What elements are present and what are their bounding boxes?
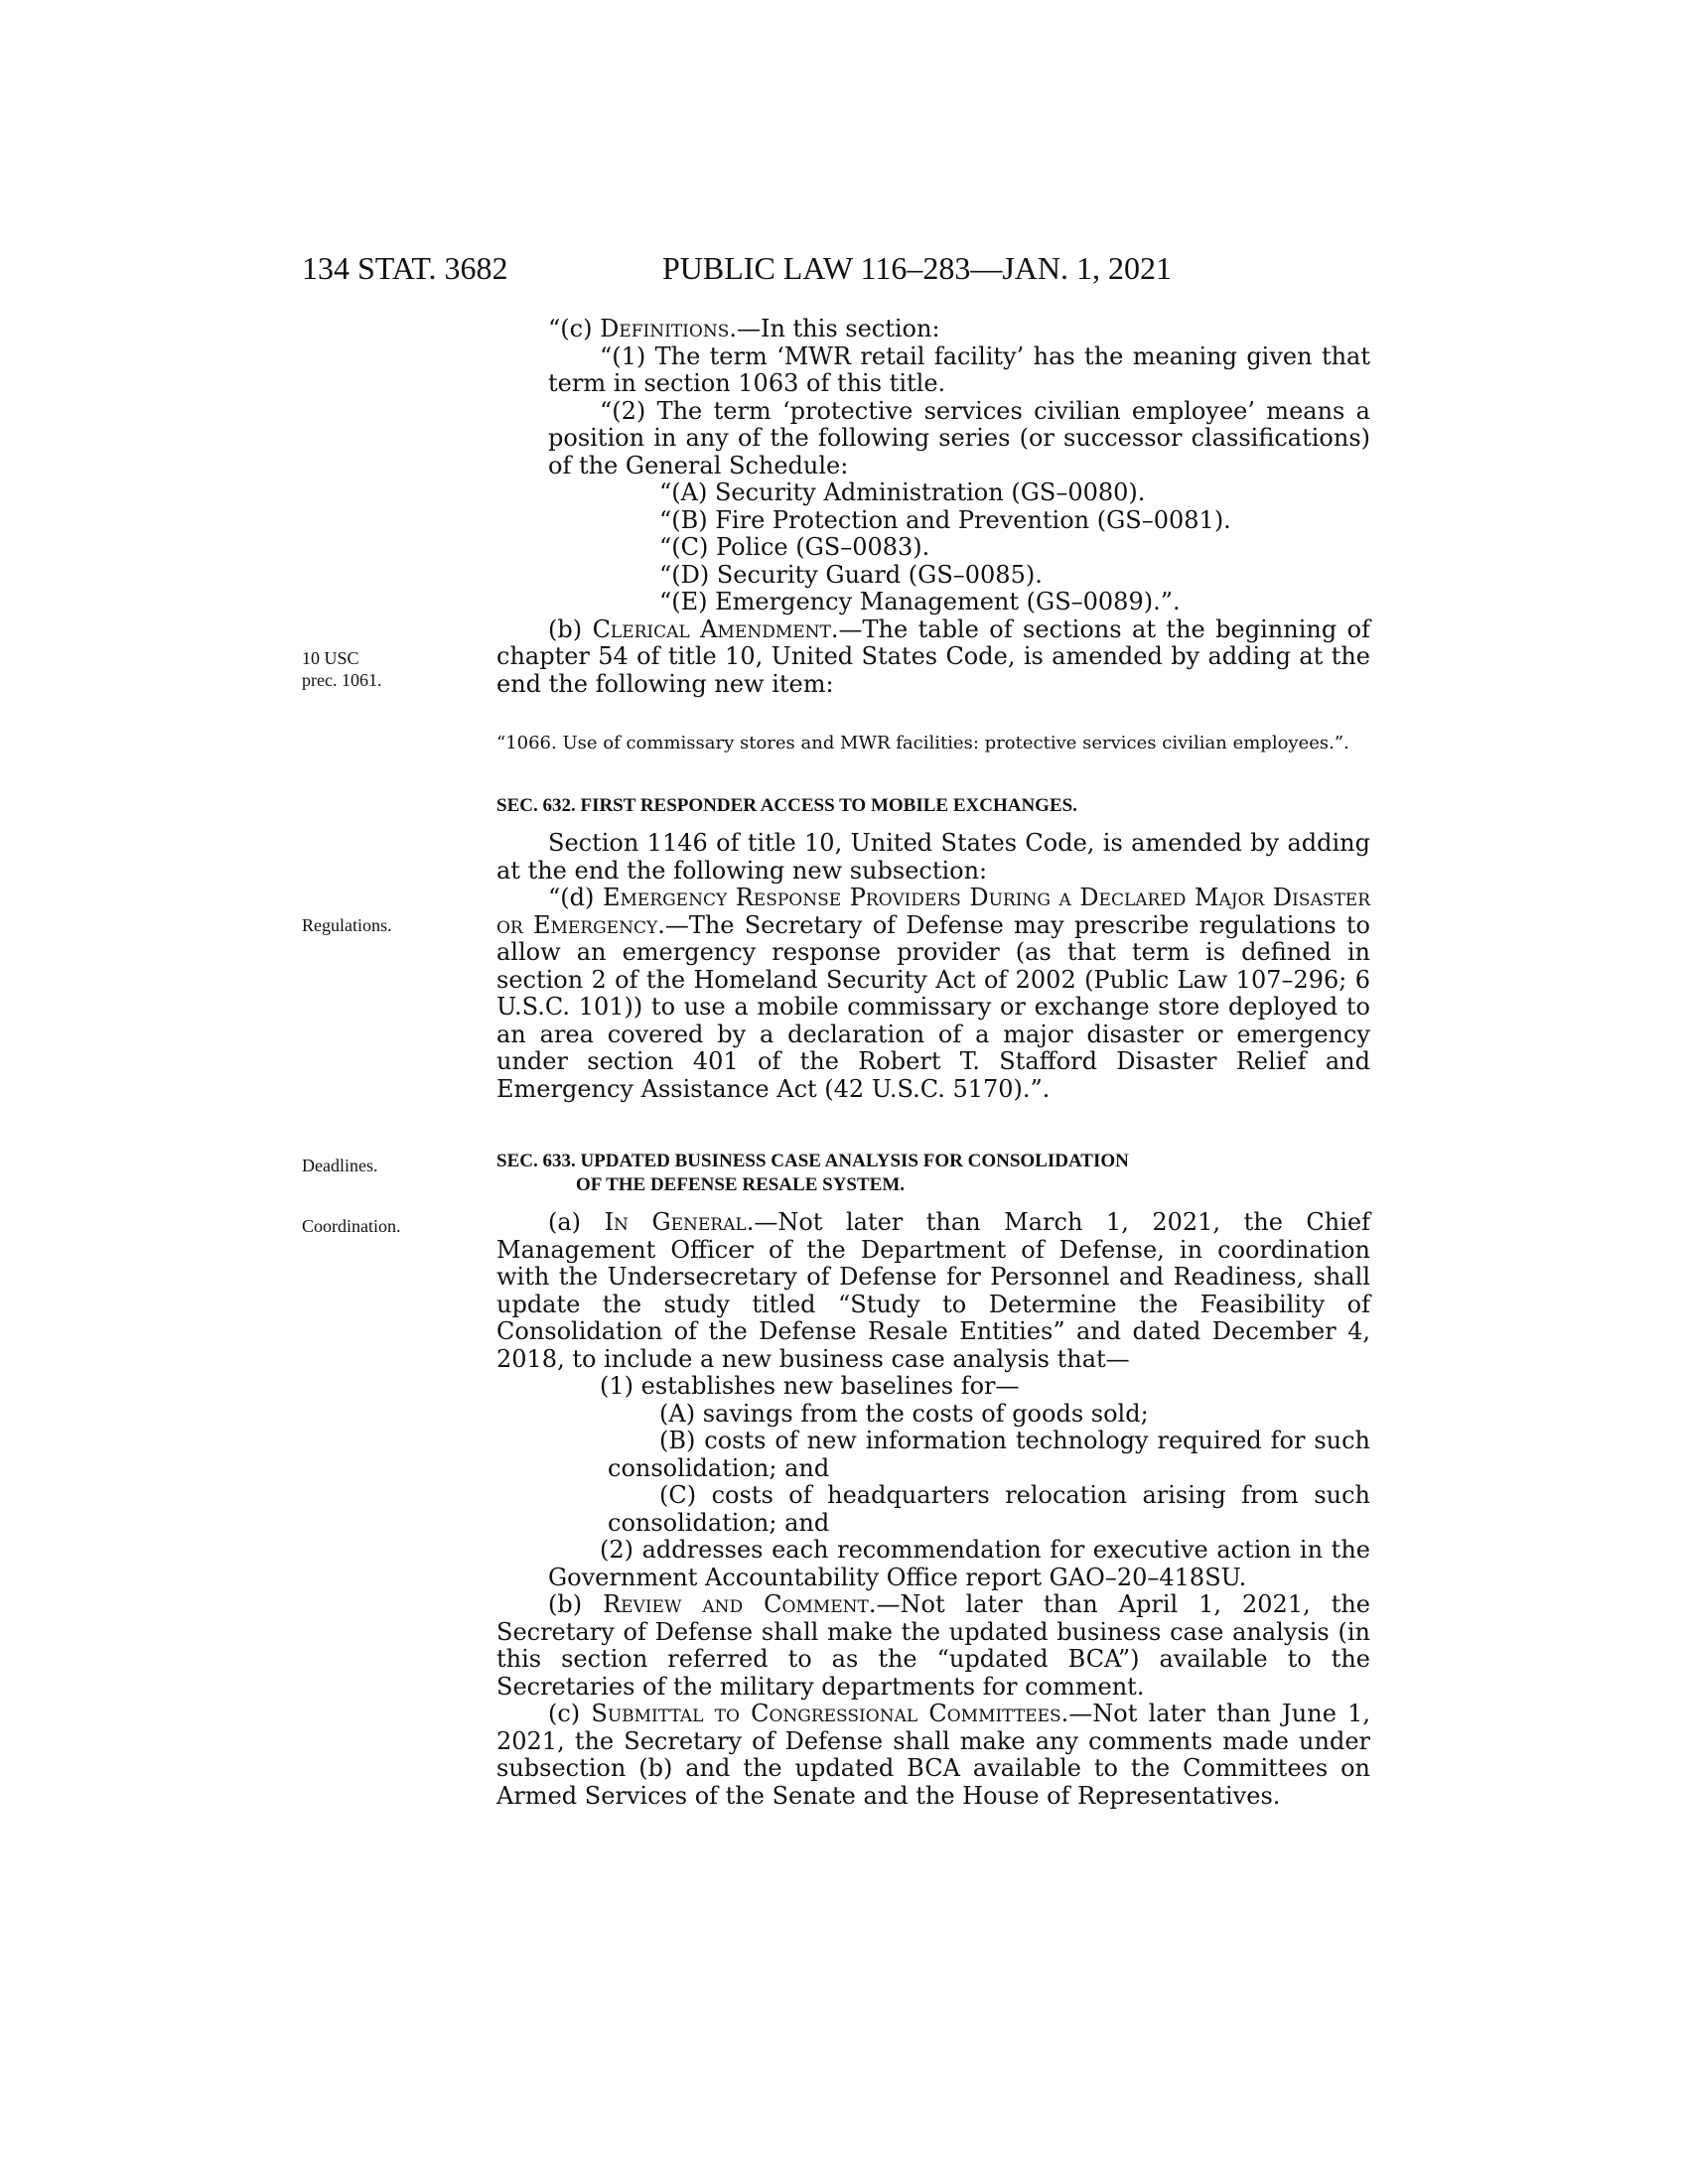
series-item-e: “(E) Emergency Management (GS–0089).”.: [659, 588, 1181, 615]
table-of-sections-item: “1066. Use of commissary stores and MWR facilities: protective services civilian employees.”.: [496, 733, 1349, 753]
series-item-c: “(C) Police (GS–0083).: [659, 533, 930, 561]
margin-note-coordination: Coordination.: [302, 1216, 401, 1236]
definition-paragraph-2: “(2) The term ‘protective services civilian employee’ means a position in any of the following series (or successor classifications) of the General Schedule:: [548, 396, 1370, 479]
definition-paragraph-1: “(1) The term ‘MWR retail facility’ has the meaning given that term in section 1063 of this title.: [548, 341, 1370, 397]
subsection-a-in-general: (a) In General.—Not later than March 1, 2021, the Chief Management Officer of the Department of Defense, in coordination with the Undersecretary of Defense for Personnel and Readiness, shall update the study titled “Study to Determine the Feasibility of Consolidation of the Defense Resale Entities” and dated December 4, 2018, to include a new business case analysis that—: [496, 1208, 1371, 1373]
paragraph-2-recommendations: (2) addresses each recommendation for executive action in the Government Accountability Office report GAO–20–418SU.: [548, 1536, 1370, 1591]
margin-note-deadlines: Deadlines.: [302, 1156, 378, 1175]
subsection-c-submittal: (c) Submittal to Congressional Committees.—Not later than June 1, 2021, the Secretary of Defense shall make any comments made under subsection (b) and the updated BCA available to the Committees on Armed Services of the Senate and the House of Representatives.: [496, 1700, 1371, 1810]
subsection-d-emergency-providers: “(d) Emergency Response Providers During a Declared Major Disaster or Emergency.—The Secretary of Defense may prescribe regulations to allow an emergency response provider (as that term is defined in section 2 of the Homeland Security Act of 2002 (Public Law 107–296; 6 U.S.C. 101)) to use a mobile commissary or exchange store deployed to an area covered by a declaration of a major disaster or emergency under section 401 of the Robert T. Stafford Disaster Relief and Emergency Assistance Act (42 U.S.C. 5170).”.: [496, 884, 1370, 1103]
subsection-b-clerical-amendment: (b) Clerical Amendment.—The table of sections at the beginning of chapter 54 of title 10, United States Code, is amended by adding at the end the following new item:: [496, 614, 1371, 698]
margin-note-usc: 10 USC prec. 1061.: [302, 648, 382, 690]
paragraph-1-baselines: (1) establishes new baselines for—: [600, 1372, 1020, 1400]
section-632-heading: SEC. 632. FIRST RESPONDER ACCESS TO MOBILE EXCHANGES.: [496, 795, 1077, 816]
page-stat-reference: 134 STAT. 3682: [302, 250, 508, 286]
subsection-b-review-comment: (b) Review and Comment.—Not later than April 1, 2021, the Secretary of Defense shall make the updated business case analysis (in this section referred to as the “updated BCA”) available to the Secretaries of the military departments for comment.: [496, 1590, 1370, 1701]
running-header-title: PUBLIC LAW 116–283—JAN. 1, 2021: [662, 250, 1172, 286]
definitions-block: [496, 316, 1370, 698]
series-item-d: “(D) Security Guard (GS–0085).: [659, 560, 1043, 589]
series-item-b: “(B) Fire Protection and Prevention (GS–0081).: [659, 505, 1231, 534]
section-633-heading: SEC. 633. UPDATED BUSINESS CASE ANALYSIS FOR CONSOLIDATION OF THE DEFENSE RESALE SYSTEM.: [496, 1151, 1129, 1195]
baseline-item-a: (A) savings from the costs of goods sold;: [659, 1399, 1149, 1428]
subsection-c-definitions: “(c) Definitions.—In this section:: [548, 315, 940, 342]
series-item-a: “(A) Security Administration (GS–0080).: [659, 478, 1146, 506]
margin-note-regulations: Regulations.: [302, 915, 392, 935]
baseline-item-c: (C) costs of headquarters relocation arising from such consolidation; and: [608, 1481, 1370, 1537]
section-632-body: [496, 830, 1370, 1103]
baseline-item-b: (B) costs of new information technology required for such consolidation; and: [608, 1427, 1370, 1482]
section-633-body: [496, 1209, 1370, 1810]
section-632-intro: Section 1146 of title 10, United States Code, is amended by adding at the end the following new subsection:: [496, 829, 1370, 885]
